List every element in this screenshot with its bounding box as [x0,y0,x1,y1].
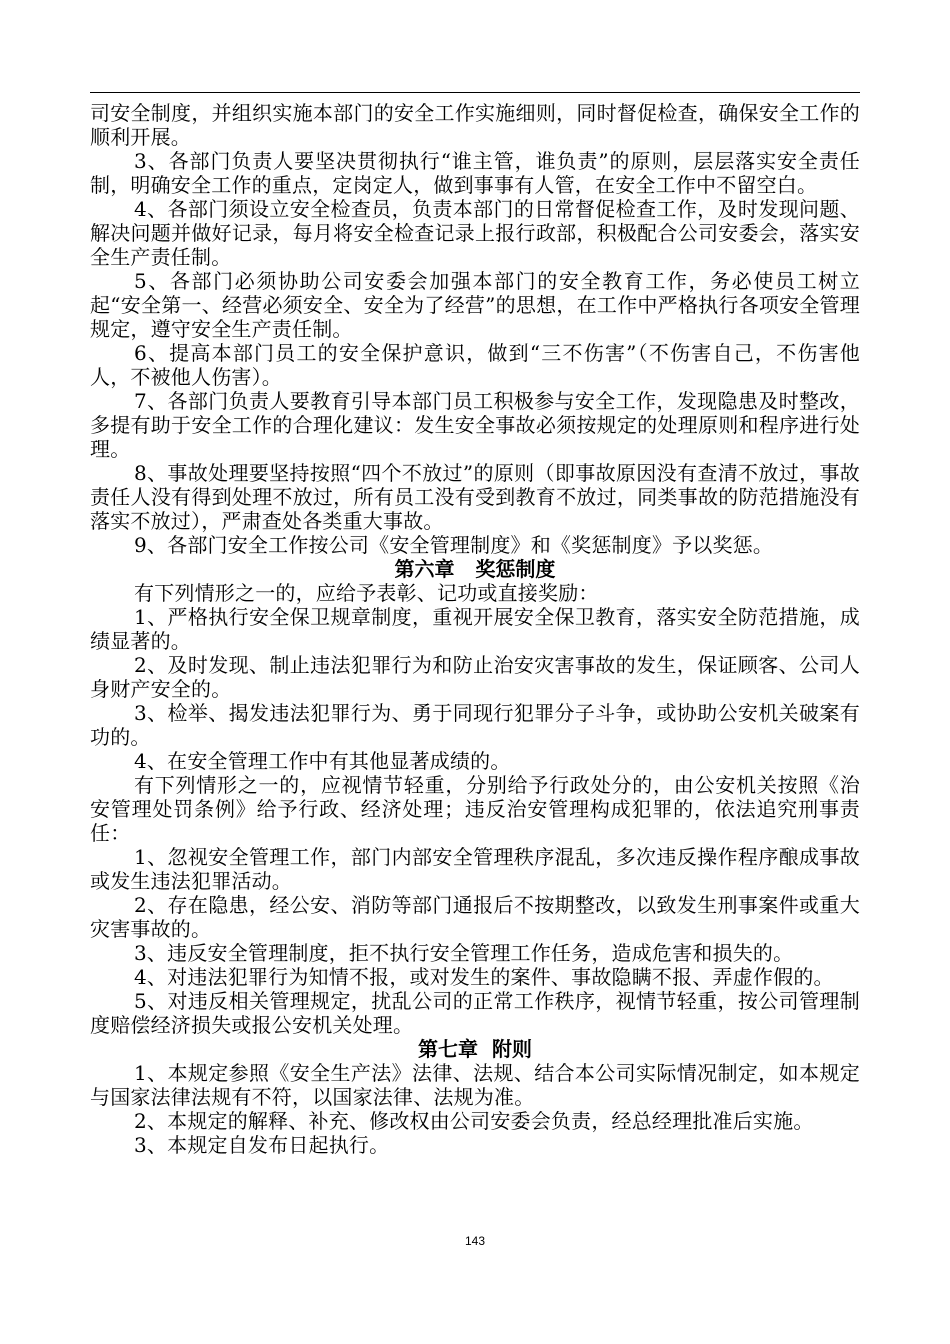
paragraph: 5、对违反相关管理规定，扰乱公司的正常工作秩序，视情节轻重，按公司管理制度赔偿经济损失或报公安机关处理。 [90,989,860,1037]
paragraph: 5、各部门必须协助公司安委会加强本部门的安全教育工作，务必使员工树立起“安全第一、经营必须安全、安全为了经营”的思想，在工作中严格执行各项安全管理规定，遵守安全生产责任制。 [90,269,860,341]
paragraph: 1、忽视安全管理工作，部门内部安全管理秩序混乱，多次违反操作程序酿成事故或发生违法犯罪活动。 [90,845,860,893]
paragraph: 4、在安全管理工作中有其他显著成绩的。 [134,749,511,773]
paragraph: 1、本规定参照《安全生产法》法律、法规、结合本公司实际情况制定，如本规定与国家法律法规有不符，以国家法律、法规为准。 [90,1061,860,1109]
paragraph: 2、本规定的解释、补充、修改权由公司安委会负责，经总经理批准后实施。 [134,1109,814,1133]
paragraph: 2、存在隐患，经公安、消防等部门通报后不按期整改，以致发生刑事案件或重大灾害事故的。 [90,893,860,941]
paragraph: 9、各部门安全工作按公司《安全管理制度》和《奖惩制度》予以奖惩。 [134,533,774,557]
paragraph: 2、及时发现、制止违法犯罪行为和防止治安灾害事故的发生，保证顾客、公司人身财产安全的。 [90,653,860,701]
chapter-heading: 第六章 奖惩制度 [394,557,556,581]
paragraph: 司安全制度，并组织实施本部门的安全工作实施细则，同时督促检查，确保安全工作的顺利开展。 [90,101,860,149]
paragraph: 有下列情形之一的，应给予表彰、记功或直接奖励： [134,581,599,605]
paragraph: 8、事故处理要坚持按照“四个不放过”的原则（即事故原因没有查清不放过，事故责任人没有得到处理不放过，所有员工没有受到教育不放过，同类事故的防范措施没有落实不放过），严肃查处各类重大事故。 [90,461,860,533]
paragraph: 1、严格执行安全保卫规章制度，重视开展安全保卫教育，落实安全防范措施，成绩显著的。 [90,605,860,653]
page-number: 143 [464,1234,486,1248]
chapter-heading: 第七章 附则 [418,1037,532,1061]
paragraph: 3、各部门负责人要坚决贯彻执行“谁主管，谁负责”的原则，层层落实安全责任制，明确安全工作的重点，定岗定人，做到事事有人管，在安全工作中不留空白。 [90,149,860,197]
paragraph: 有下列情形之一的，应视情节轻重，分别给予行政处分的，由公安机关按照《治安管理处罚条例》给予行政、经济处理；违反治安管理构成犯罪的，依法追究刑事责任： [90,773,860,845]
paragraph: 3、本规定自发布日起执行。 [134,1133,390,1157]
paragraph: 3、违反安全管理制度，拒不执行安全管理工作任务，造成危害和损失的。 [134,941,794,965]
document-body [90,101,860,1157]
paragraph: 6、提高本部门员工的安全保护意识，做到“三不伤害”（不伤害自己，不伤害他人，不被他人伤害）。 [90,341,860,389]
paragraph: 4、各部门须设立安全检查员，负责本部门的日常督促检查工作，及时发现问题、解决问题并做好记录，每月将安全检查记录上报行政部，积极配合公司安委会，落实安全生产责任制。 [90,197,860,269]
paragraph: 7、各部门负责人要教育引导本部门员工积极参与安全工作，发现隐患及时整改，多提有助于安全工作的合理化建议：发生安全事故必须按规定的处理原则和程序进行处理。 [90,389,860,461]
paragraph: 3、检举、揭发违法犯罪行为、勇于同现行犯罪分子斗争，或协助公安机关破案有功的。 [90,701,860,749]
paragraph: 4、对违法犯罪行为知情不报，或对发生的案件、事故隐瞒不报、弄虚作假的。 [134,965,834,989]
header-rule [90,92,860,93]
